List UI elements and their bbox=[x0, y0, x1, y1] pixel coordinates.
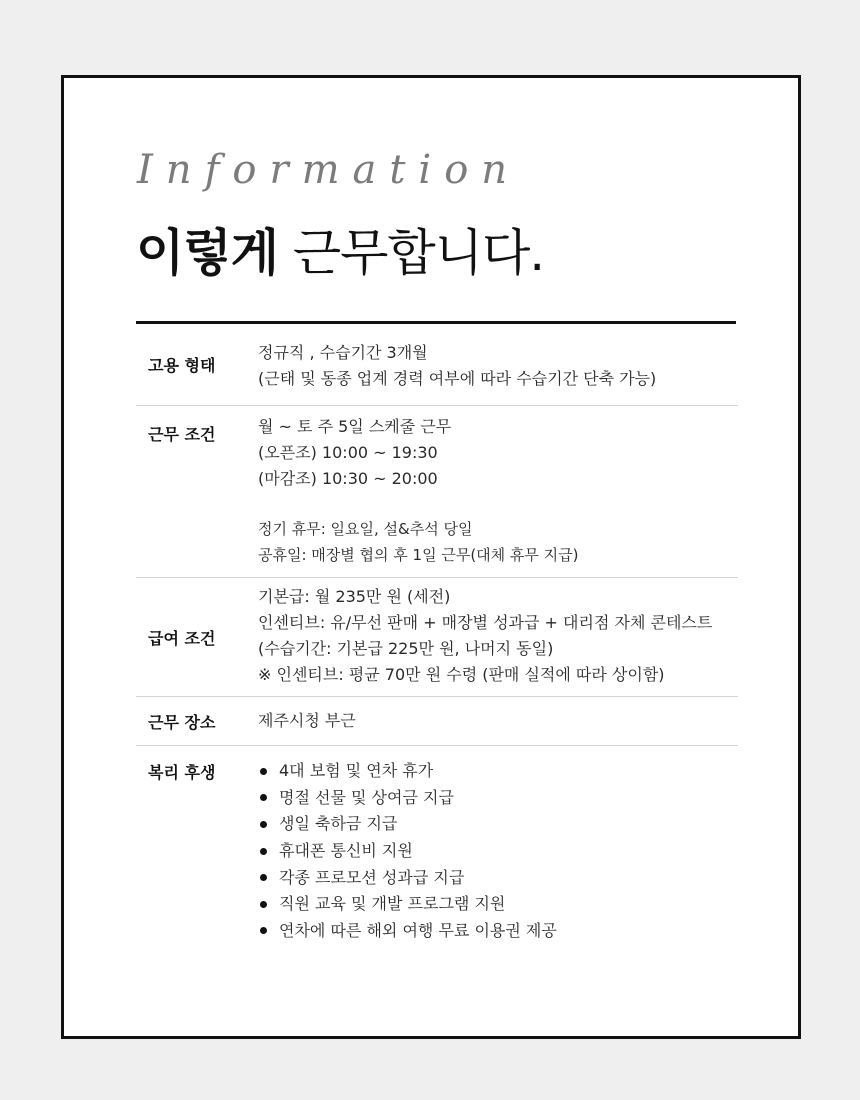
schedule-line: (마감조) 10:30 ~ 20:00 bbox=[258, 469, 438, 488]
bullet-icon bbox=[260, 848, 267, 855]
row-content bbox=[258, 406, 738, 577]
bullet-icon bbox=[260, 768, 267, 775]
bullet-icon bbox=[260, 901, 267, 908]
employment-line: (근태 및 동종 업계 경력 여부에 따라 수습기간 단축 가능) bbox=[258, 369, 657, 388]
row-content bbox=[258, 697, 738, 745]
list-item: 직원 교육 및 개발 프로그램 지원 bbox=[258, 891, 738, 918]
row-working-conditions bbox=[136, 406, 738, 578]
row-label: 고용 형태 bbox=[148, 356, 216, 375]
row-content bbox=[258, 746, 738, 956]
list-item: 각종 프로모션 성과급 지급 bbox=[258, 864, 738, 891]
page-title bbox=[136, 226, 544, 281]
salary-line: (수습기간: 기본급 225만 원, 나머지 동일) bbox=[258, 639, 554, 658]
schedule-line: (오픈조) 10:00 ~ 19:30 bbox=[258, 443, 438, 462]
list-item: 연차에 따른 해외 여행 무료 이용권 제공 bbox=[258, 918, 738, 945]
holiday-line: 공휴일: 매장별 협의 후 1일 근무(대체 휴무 지급) bbox=[258, 546, 579, 564]
bullet-icon bbox=[260, 821, 267, 828]
benefit-list bbox=[258, 758, 738, 944]
salary-line: 기본급: 월 235만 원 (세전) bbox=[258, 587, 451, 606]
row-salary bbox=[136, 578, 738, 697]
script-heading: Information bbox=[137, 147, 521, 193]
salary-line: 인센티브: 유/무선 판매 + 매장별 성과급 + 대리점 자체 콘테스트 bbox=[258, 613, 713, 632]
employment-line: 정규직 , 수습기간 3개월 bbox=[258, 343, 428, 362]
title-rest: 근무합니다. bbox=[292, 224, 545, 282]
row-label: 급여 조건 bbox=[148, 628, 216, 648]
list-item: 명절 선물 및 상여금 지급 bbox=[258, 785, 738, 812]
bullet-icon bbox=[260, 927, 267, 934]
info-card bbox=[61, 75, 801, 1039]
list-item: 생일 축하금 지급 bbox=[258, 811, 738, 838]
row-location bbox=[136, 697, 738, 746]
row-label: 근무 조건 bbox=[148, 425, 216, 444]
row-employment-type bbox=[136, 324, 738, 406]
row-benefits bbox=[136, 746, 738, 956]
row-label: 근무 장소 bbox=[148, 712, 216, 732]
spacer bbox=[258, 492, 738, 516]
title-emphasis: 이렇게 bbox=[136, 224, 278, 282]
holiday-line: 정기 휴무: 일요일, 설&추석 당일 bbox=[258, 520, 473, 538]
row-content bbox=[258, 578, 738, 696]
salary-line: ※ 인센티브: 평균 70만 원 수령 (판매 실적에 따라 상이함) bbox=[258, 665, 665, 684]
info-table bbox=[136, 324, 738, 956]
row-label: 복리 후생 bbox=[148, 763, 216, 782]
location-value: 제주시청 부근 bbox=[258, 711, 356, 730]
bullet-icon bbox=[260, 874, 267, 881]
schedule-line: 월 ~ 토 주 5일 스케줄 근무 bbox=[258, 417, 452, 436]
bullet-icon bbox=[260, 794, 267, 801]
list-item: 휴대폰 통신비 지원 bbox=[258, 838, 738, 865]
row-content bbox=[258, 324, 738, 405]
list-item: 4대 보험 및 연차 휴가 bbox=[258, 758, 738, 785]
